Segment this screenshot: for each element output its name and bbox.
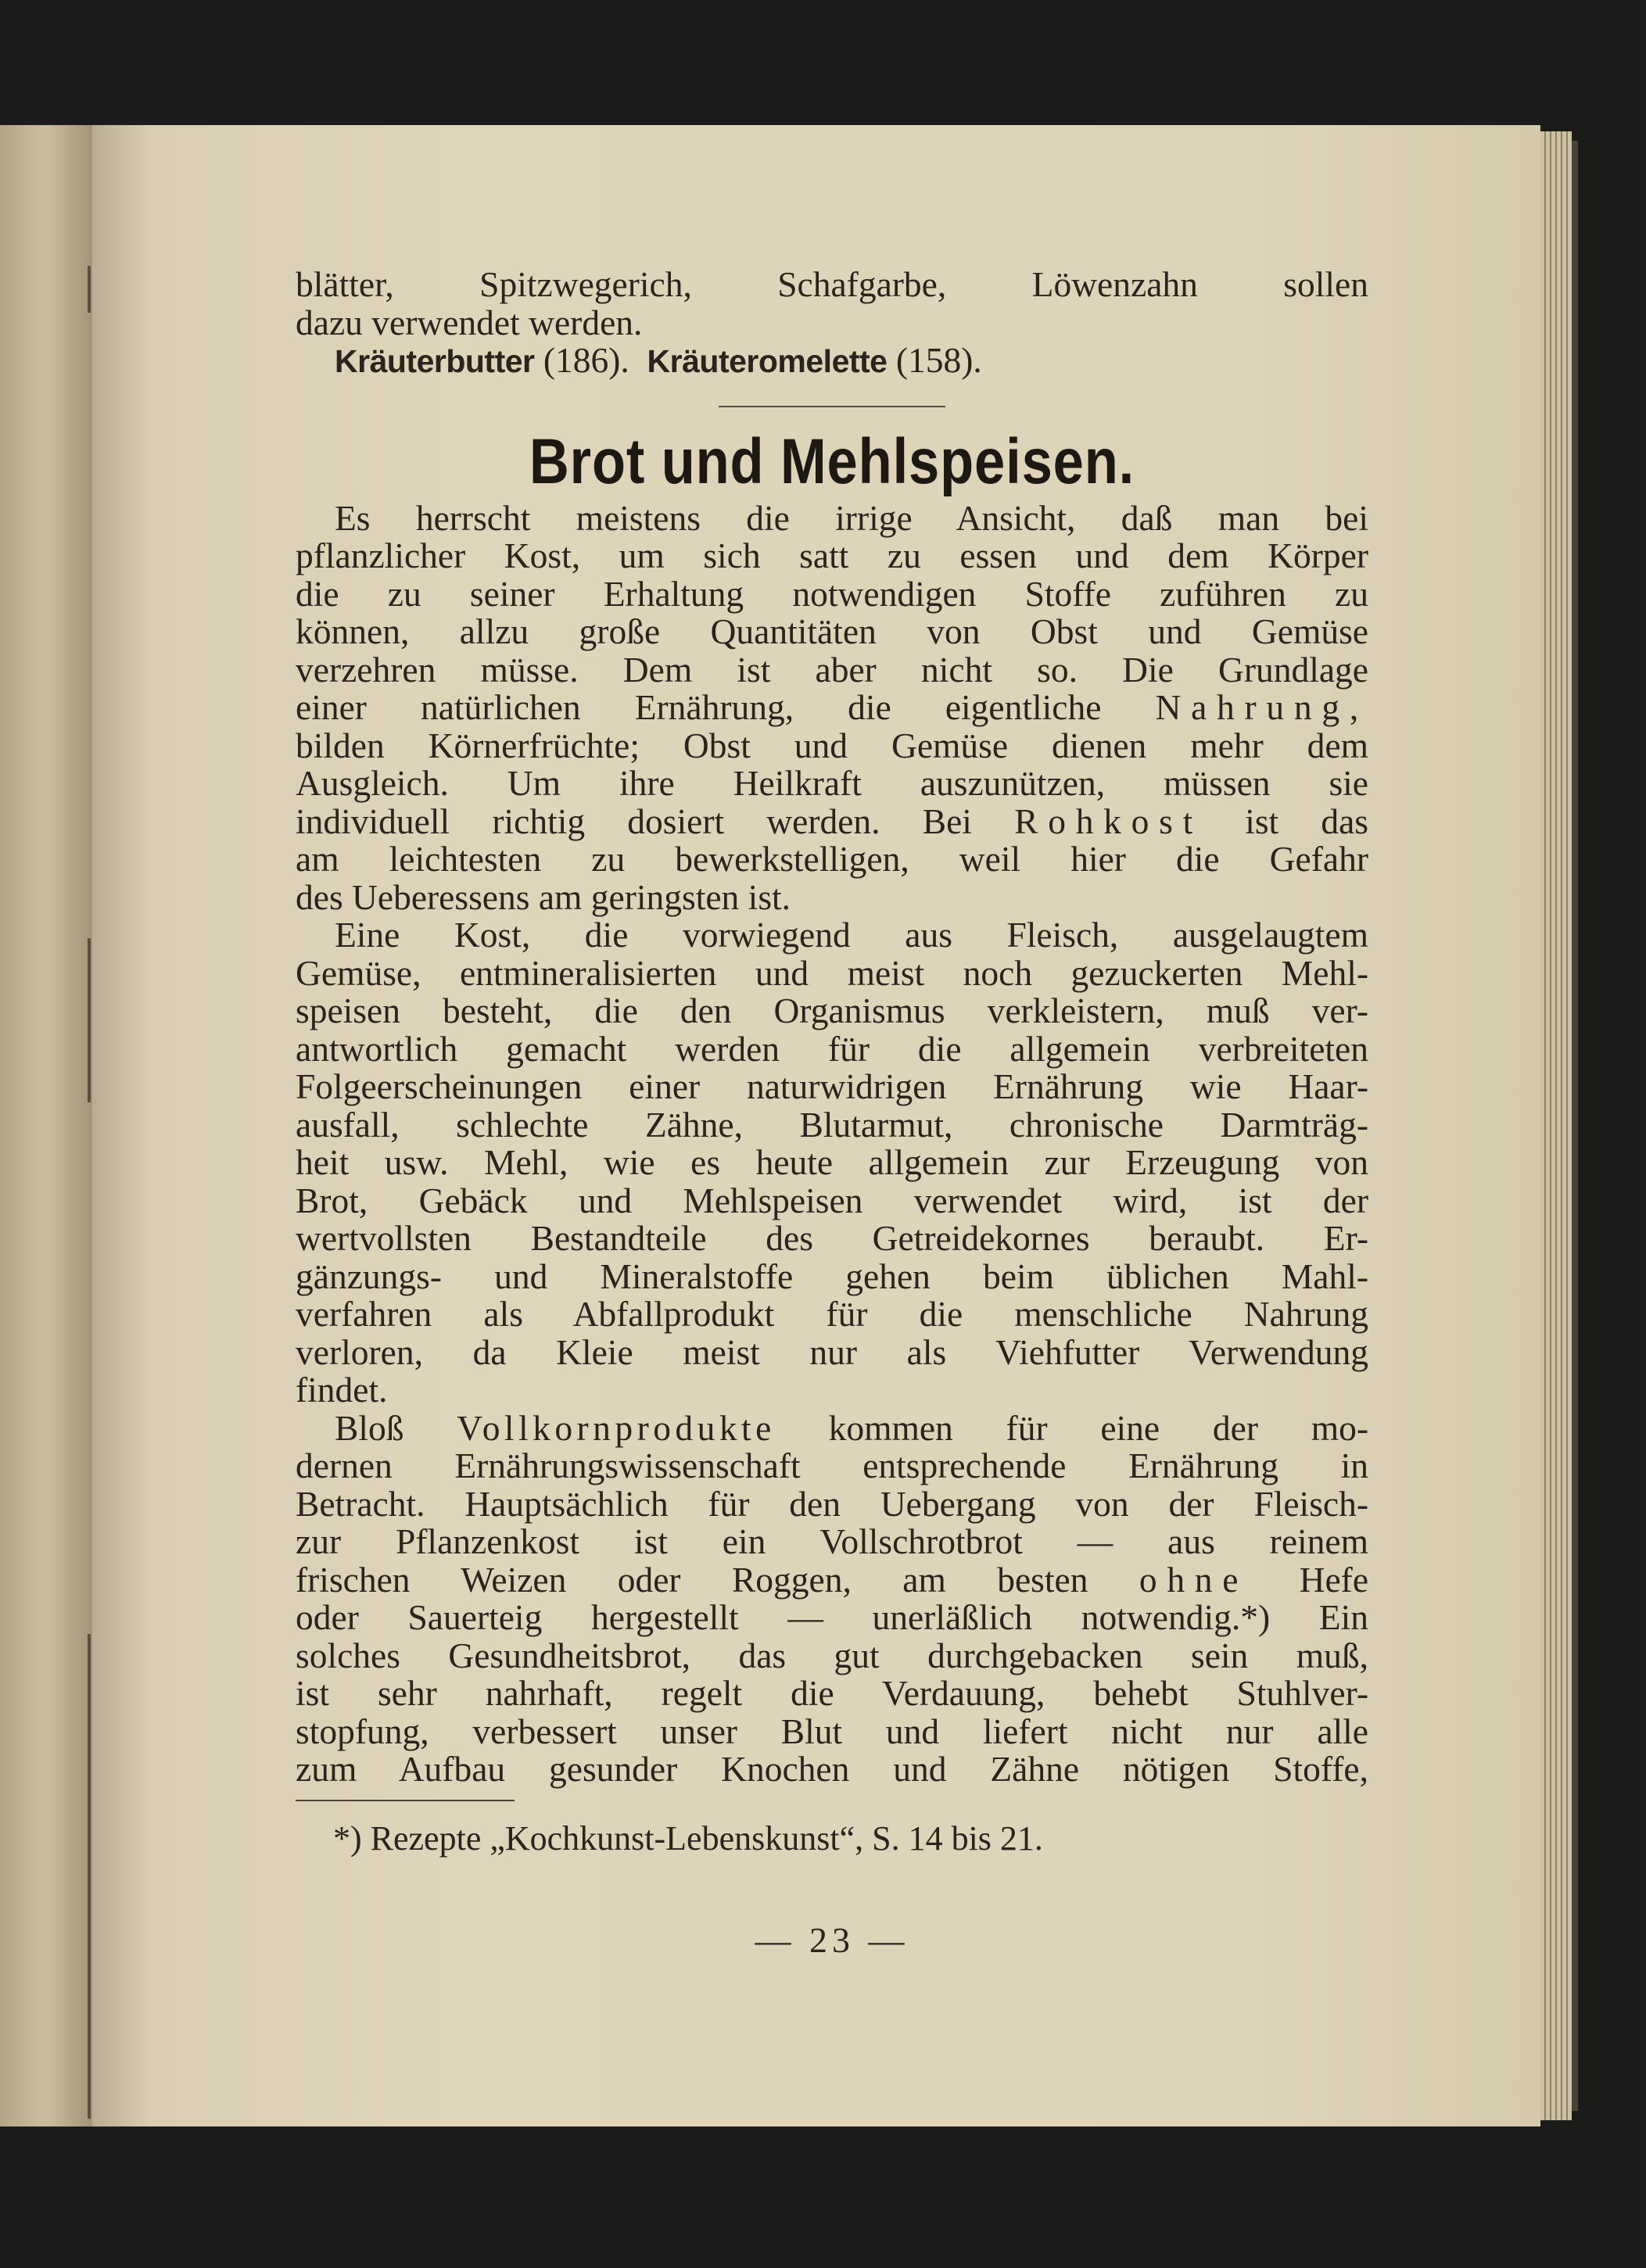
text-line: Gemüse, entmineralisierten und meist noch gezuckerten Mehl- (296, 952, 1368, 993)
text-line: bilden Körnerfrüchte; Obst und Gemüse dienen mehr dem (296, 725, 1368, 765)
left-page-edge (0, 125, 94, 2126)
binding-mark (88, 266, 91, 313)
text-line: Brot, Gebäck und Mehlspeisen verwendet wird, ist der (296, 1180, 1368, 1220)
text-line (296, 689, 1368, 727)
text-line: antwortlich gemacht werden für die allgemein verbreiteten (296, 1028, 1368, 1069)
paragraph-1 (296, 497, 1369, 917)
text-line: dernen Ernährungswissenschaft entsprechende Ernährung in (296, 1446, 1368, 1485)
text-line: heit usw. Mehl, wie es heute allgemein zur Erzeugung von (296, 1142, 1368, 1182)
footnote: *) Rezepte „Kochkunst-Lebenskunst“, S. 14 bis 21. (333, 1818, 1043, 1858)
binding-mark (88, 1634, 91, 2119)
recipe-number: (158). (895, 340, 982, 380)
text-fragment: frischen Weizen oder Roggen, am besten (296, 1559, 1088, 1600)
text-line: verloren, da Kleie meist nur als Viehfutter Verwendung (296, 1331, 1368, 1372)
text-line: ausfall, schlechte Zähne, Blutarmut, chronische Darmträg- (296, 1104, 1368, 1145)
text-line (296, 1407, 1369, 1448)
binding-mark (88, 938, 91, 1102)
text-line: zur Pflanzenkost ist ein Vollschrotbrot — aus reinem (296, 1521, 1368, 1561)
text-line: stopfung, verbessert unser Blut und liefert nicht nur alle (296, 1711, 1368, 1751)
emphasized-word: Vollkornprodukte (457, 1407, 776, 1448)
text-fragment: kommen für eine der mo- (828, 1407, 1369, 1448)
page-stack-shadow (1572, 141, 1578, 2111)
text-line: oder Sauerteig hergestellt — unerläßlich notwendig.*) Ein (296, 1597, 1368, 1637)
recipe-name: Kräuterbutter (335, 343, 535, 379)
text-line: verzehren müsse. Dem ist aber nicht so. Die Grundlage (296, 649, 1368, 690)
text-fragment: ist das (1245, 801, 1369, 841)
text-fragment: Bloß (335, 1407, 404, 1448)
text-line: gänzungs- und Mineralstoffe gehen beim üblichen Mahl- (296, 1256, 1368, 1296)
emphasized-word: ohne (1139, 1559, 1249, 1600)
text-line: wertvollsten Bestandteile des Getreidekornes beraubt. Er- (296, 1218, 1368, 1258)
text-line: speisen besteht, die den Organismus verkleistern, muß ver- (296, 991, 1368, 1030)
footnote-rule (296, 1800, 515, 1801)
paragraph-3 (296, 1407, 1369, 1789)
text-line: solches Gesundheitsbrot, das gut durchgebacken sein muß, (296, 1635, 1368, 1675)
text-line: am leichtesten zu bewerkstelligen, weil hier die Gefahr (296, 839, 1368, 879)
recipe-references (296, 342, 1368, 381)
text-line (296, 803, 1368, 841)
text-line: Betracht. Hauptsächlich für den Uebergang von der Fleisch- (296, 1483, 1368, 1524)
text-line: Es herrscht meistens die irrige Ansicht, daß man bei (335, 497, 1368, 538)
text-line: verfahren als Abfallprodukt für die menschliche Nahrung (296, 1294, 1368, 1334)
page-number: — 23 — (755, 1919, 909, 1960)
text-line: Eine Kost, die vorwiegend aus Fleisch, ausgelaugtem (335, 915, 1368, 955)
text-fragment: einer natürlichen Ernährung, die eigentliche (296, 687, 1102, 727)
text-line: Folgeerscheinungen einer naturwidrigen Ernährung wie Haar- (296, 1066, 1368, 1106)
text-line: können, allzu große Quantitäten von Obst und Gemüse (296, 611, 1368, 651)
text-line: ist sehr nahrhaft, regelt die Verdauung, behebt Stuhlver- (296, 1673, 1368, 1713)
text-line: des Ueberessens am geringsten ist. (296, 876, 791, 917)
emphasized-word: Nahrung, (1155, 687, 1368, 727)
text-line: die zu seiner Erhaltung notwendigen Stoffe zuführen zu (296, 573, 1368, 614)
text-fragment: Hefe (1299, 1559, 1369, 1600)
text-line: Ausgleich. Um ihre Heilkraft auszunützen, müssen sie (296, 763, 1368, 803)
text-line: findet. (296, 1370, 388, 1410)
text-line: dazu verwendet werden. (296, 302, 643, 342)
paragraph-2 (296, 916, 1368, 1410)
text-line (296, 1561, 1368, 1600)
text-line: zum Aufbau gesunder Knochen und Zähne nötigen Stoffe, (296, 1749, 1368, 1789)
text-line: pflanzlicher Kost, um sich satt zu essen und dem Körper (296, 536, 1368, 575)
recipe-number: (186). (543, 340, 629, 380)
page-stack-edge (1540, 131, 1572, 2120)
text-fragment: individuell richtig dosiert werden. Bei (296, 801, 972, 841)
page-text (296, 266, 1368, 1959)
emphasized-word: Rohkost (1014, 801, 1203, 841)
section-heading: Brot und Mehlspeisen. (529, 425, 1135, 497)
recipe-name: Kräuteromelette (647, 343, 888, 379)
text-line: blätter, Spitzwegerich, Schafgarbe, Löwenzahn sollen (296, 264, 1368, 304)
section-separator (719, 406, 945, 407)
